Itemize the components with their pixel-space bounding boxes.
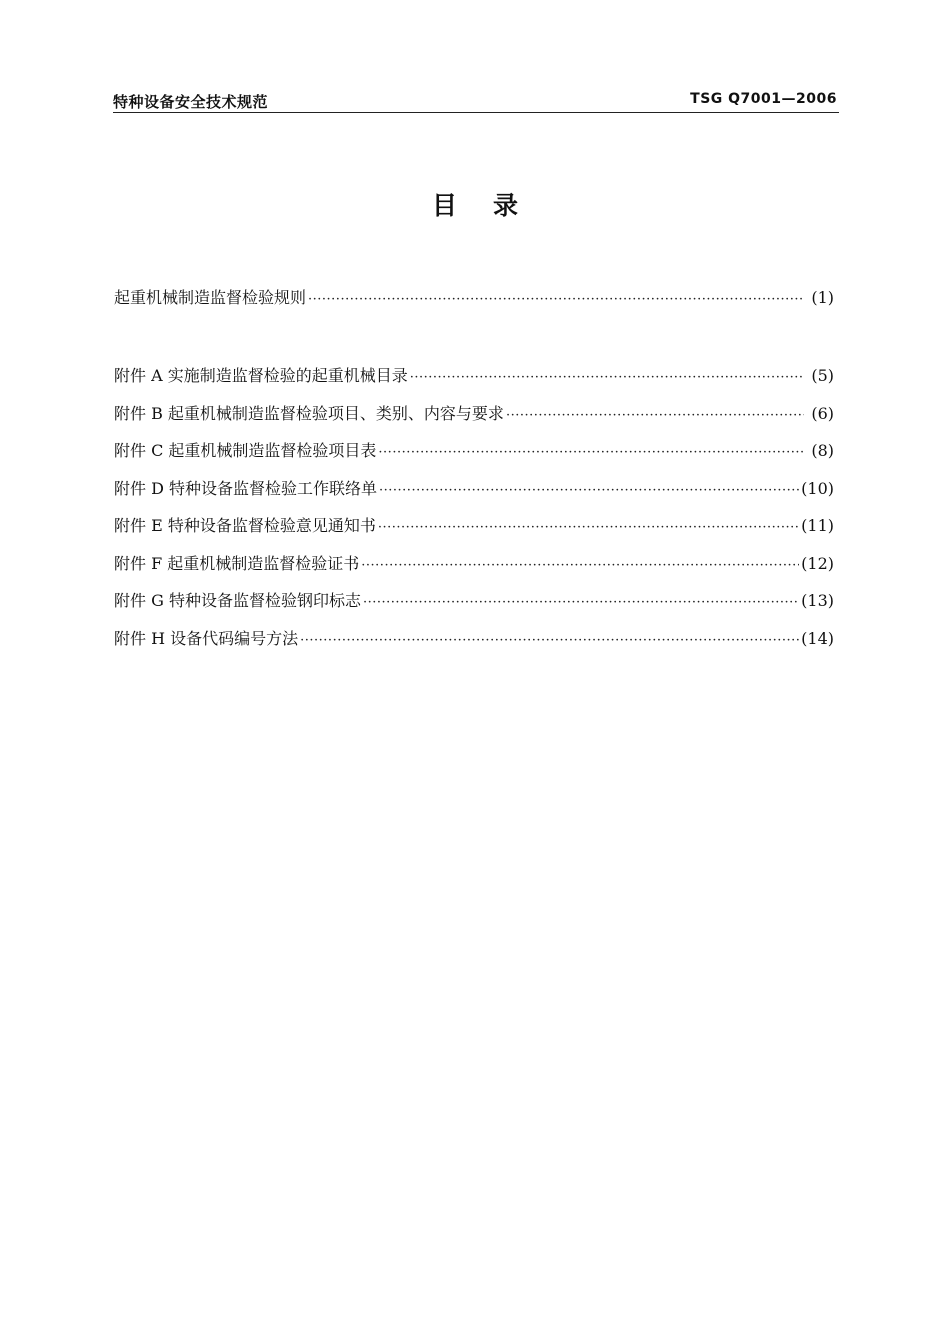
toc-entry-label: 附件 F 起重机械制造监督检验证书 (114, 553, 360, 573)
toc-entry-appendix-g[interactable] (114, 588, 834, 626)
toc-entry-appendix-a[interactable] (114, 363, 834, 401)
toc-entry-label: 起重机械制造监督检验规则 (114, 288, 307, 307)
toc-entry-page: (5) (811, 366, 834, 385)
toc-entry-page: (11) (801, 516, 834, 535)
toc-entry-appendix-c[interactable] (114, 438, 834, 476)
toc-entry-appendix-e[interactable] (114, 513, 834, 551)
toc-entry-label: 附件 C 起重机械制造监督检验项目表 (114, 441, 377, 460)
toc-leader-dots (300, 633, 799, 648)
page-header (113, 90, 839, 113)
toc-entry-label: 附件 A 实施制造监督检验的起重机械目录 (114, 366, 408, 385)
toc-entry-page: (8) (811, 441, 834, 460)
toc-entry-label: 附件 G 特种设备监督检验钢印标志 (114, 591, 361, 610)
toc-leader-dots (410, 370, 804, 385)
toc-entry-appendix-f[interactable] (114, 551, 834, 589)
toc-title: 目录 (431, 191, 554, 220)
toc-entry-page: (6) (811, 403, 834, 423)
toc-leader-dots (378, 520, 799, 535)
toc-leader-dots (363, 595, 799, 610)
toc-entry-appendix-b[interactable] (114, 401, 834, 439)
toc-entry-appendix-h[interactable] (114, 626, 834, 664)
toc-entry-appendix-d[interactable] (114, 476, 834, 514)
toc-leader-dots (379, 483, 799, 498)
toc-entry-page: (1) (811, 288, 834, 307)
toc-entry-label: 附件 D 特种设备监督检验工作联络单 (114, 478, 378, 498)
toc-entry-page: (14) (801, 628, 834, 648)
toc-leader-dots (308, 292, 804, 307)
table-of-contents (114, 285, 834, 663)
toc-entry-label: 附件 H 设备代码编号方法 (114, 628, 299, 648)
header-document-code: TSG Q7001—2006 (690, 91, 837, 107)
toc-leader-dots (378, 445, 804, 460)
toc-entry-page: (13) (801, 591, 834, 610)
toc-leader-dots (506, 408, 804, 423)
toc-entry-label: 附件 B 起重机械制造监督检验项目、类别、内容与要求 (114, 403, 504, 423)
toc-entry-page: (12) (801, 553, 834, 573)
toc-entry-label: 附件 E 特种设备监督检验意见通知书 (114, 516, 376, 535)
header-document-series: 特种设备安全技术规范 (113, 93, 269, 111)
toc-entry-page: (10) (801, 478, 834, 498)
toc-leader-dots (361, 558, 799, 573)
toc-entry-main-rules[interactable] (114, 285, 834, 363)
